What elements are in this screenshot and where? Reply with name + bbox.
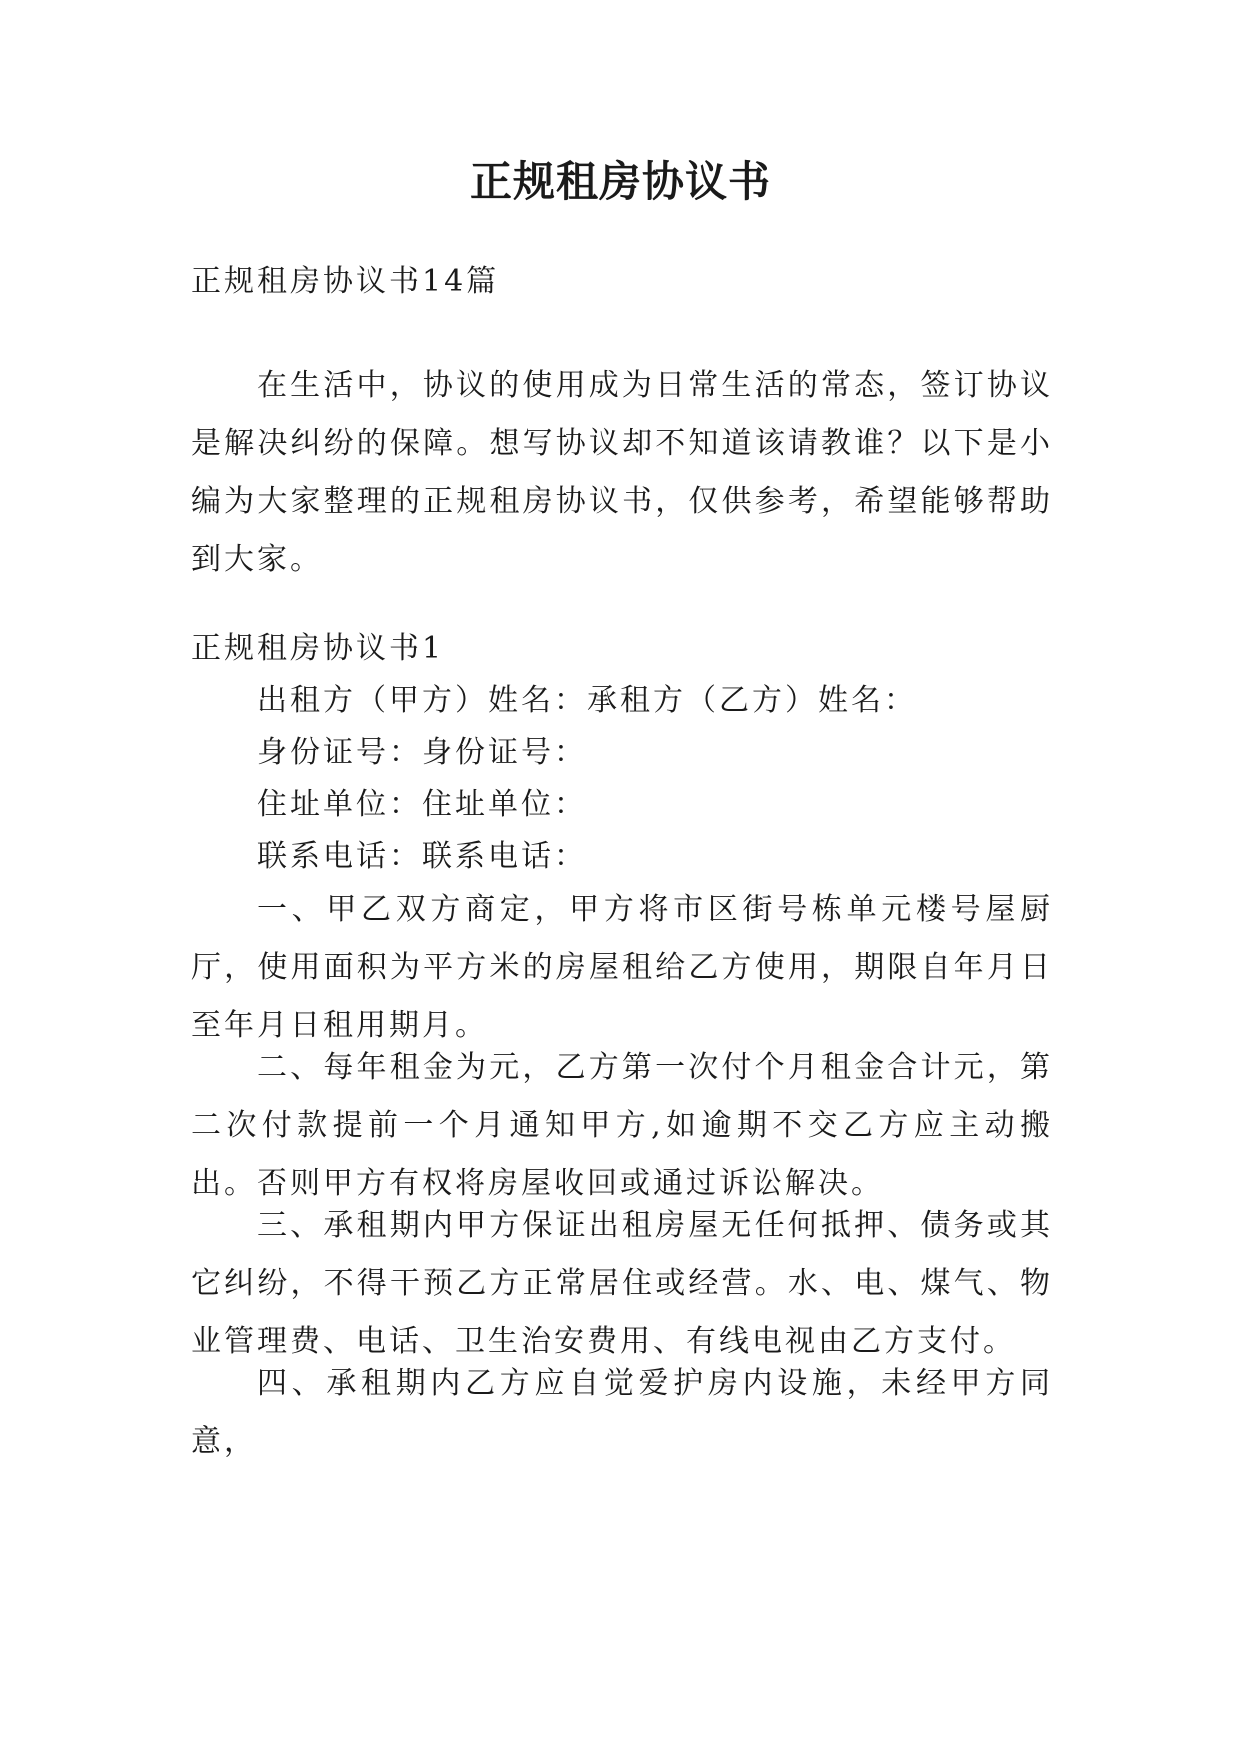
clause-3: 三、承租期内甲方保证出租房屋无任何抵押、债务或其它纠纷，不得干预乙方正常居住或经营。水、电、煤气、物业管理费、电话、卫生治安费用、有线电视由乙方支付。 (191, 1208, 1053, 1359)
clause-4: 四、承租期内乙方应自觉爱护房内设施，未经甲方同意， (191, 1366, 1053, 1459)
parties-field: 出租方（甲方）姓名：承租方（乙方）姓名： (257, 683, 917, 718)
clause-2: 二、每年租金为元，乙方第一次付个月租金合计元，第二次付款提前一个月通知甲方,如逾期不交乙方应主动搬出。否则甲方有权将房屋收回或通过诉讼解决。 (191, 1050, 1053, 1201)
section-heading: 正规租房协议书1 (191, 631, 445, 666)
clause-1: 一、甲乙双方商定，甲方将市区街号栋单元楼号屋厨厅，使用面积为平方米的房屋租给乙方使用，期限自年月日至年月日租用期月。 (191, 892, 1053, 1043)
phone-field: 联系电话：联系电话： (257, 839, 587, 874)
id-number-field: 身份证号：身份证号： (257, 735, 587, 770)
document-title: 正规租房协议书 (469, 157, 771, 206)
document-subtitle: 正规租房协议书14篇 (191, 264, 500, 299)
intro-paragraph: 在生活中，协议的使用成为日常生活的常态，签订协议是解决纠纷的保障。想写协议却不知道该请教谁？以下是小编为大家整理的正规租房协议书，仅供参考，希望能够帮助到大家。 (191, 368, 1053, 577)
address-field: 住址单位：住址单位： (257, 787, 587, 822)
